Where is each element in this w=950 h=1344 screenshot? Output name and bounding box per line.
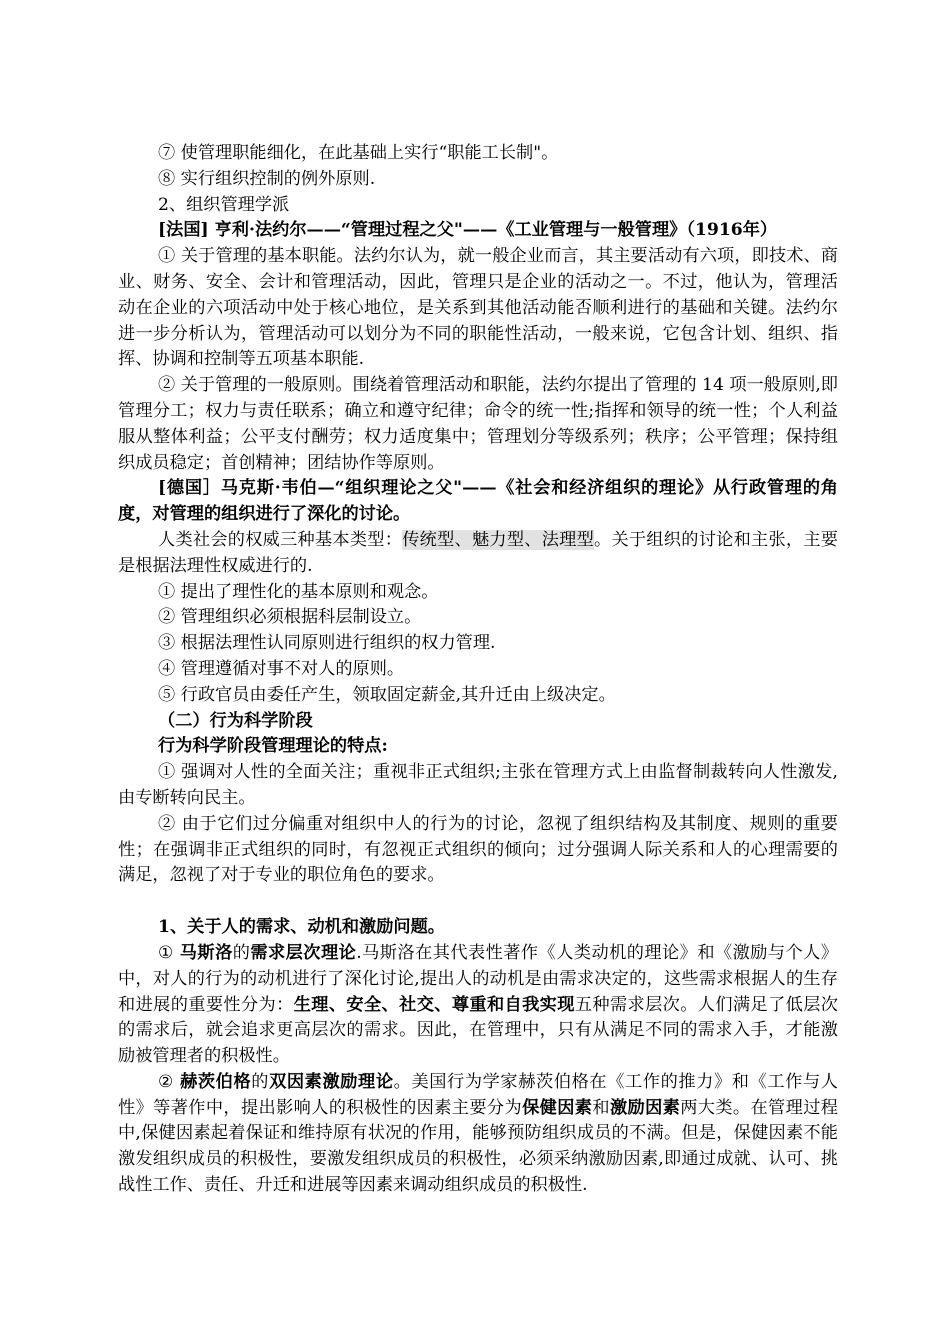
bold-term: 马斯洛 (179, 942, 233, 963)
text-run: 的 (251, 1071, 270, 1092)
bold-term: 激励因素 (609, 1097, 681, 1118)
text-run: 和 (592, 1097, 610, 1118)
fayol-heading: [法国] 亨利·法约尔——“管理过程之父"——《工业管理与一般管理》（1916年） (158, 220, 778, 241)
paragraph (118, 941, 838, 1070)
paragraph: ② 关于管理的一般原则。围绕着管理活动和职能，法约尔提出了管理的 14 项一般原则,即管理分工；权力与责任联系；确立和遵守纪律；命令的统一性;指挥和领导的统一性；个人利益服从整体利益；公平支付酬劳；权力适度集中；管理划分等级系列；秩序；公平管理；保持组织成员稳定；首创精神；团结协作等原则。 (118, 375, 838, 473)
list-item: ② 管理组织必须根据科层制设立。 (158, 607, 422, 628)
bold-term: 保健因素 (522, 1097, 593, 1118)
subheading: 行为科学阶段管理理论的特点: (158, 736, 388, 757)
section-heading: （二）行为科学阶段 (158, 710, 313, 731)
paragraph (118, 1070, 838, 1199)
paragraph: ① 关于管理的基本职能。法约尔认为，就一般企业而言，其主要活动有六项，即技术、商业、财务、安全、会计和管理活动，因此，管理只是企业的活动之一。不过，他认为，管理活动在企业的六项活动中处于核心地位，是关系到其他活动能否顺利进行的基础和关键。法约尔进一步分析认为，管理活动可以划分为不同的职能性活动，一般来说，它包含计划、组织、指挥、协调和控制等五项基本职能. (118, 246, 838, 370)
highlighted-text: 传统型、魅力型、法理型 (402, 529, 595, 550)
list-item: ① 提出了理性化的基本原则和观念。 (158, 581, 439, 602)
text-run: ① (158, 942, 180, 963)
text-run: 的 (232, 942, 251, 963)
text-run: 人类社会的权威三种基本类型： (158, 529, 403, 550)
paragraph: ① 强调对人性的全面关注；重视非正式组织;主张在管理方式上由监督制裁转向人性激发,由专断转向民主。 (118, 762, 838, 808)
list-item: ③ 根据法理性认同原则进行组织的权力管理. (158, 633, 496, 654)
paragraph (118, 528, 838, 580)
weber-heading: [德国］马克斯·韦伯—“组织理论之父"——《社会和经济组织的理论》从行政管理的角度，对管理的组织进行了深化的讨论。 (118, 478, 838, 525)
paragraph: ⑧ 实行组织控制的例外原则. (158, 168, 376, 189)
section-heading: 1、关于人的需求、动机和激励问题。 (158, 917, 445, 938)
bold-term: 生理、安全、社交、尊重和自我实现 (293, 994, 575, 1015)
list-item: ④ 管理遵循对事不对人的原则。 (158, 658, 405, 679)
paragraph: ② 由于它们过分偏重对组织中人的行为的讨论，忽视了组织结构及其制度、规则的重要性；在强调非正式组织的同时，有忽视正式组织的倾向；过分强调人际关系和人的心理需要的满足，忽视了对于专业的职位角色的要求。 (118, 813, 838, 886)
bold-term: 需求层次理论 (250, 942, 357, 963)
bold-term: 赫茨伯格 (180, 1071, 252, 1092)
text-run: .马斯洛在其代表性著作《人类动机的理论》和《激励与个人》中，对人的行为的动机进行了深化讨论,提出人的动机是由需求决定的，这些需求根据人的生存和进展的重要性分为： (118, 942, 838, 1015)
text-run: 。美国行为学家赫茨伯格在《工作的推力》和《工作与人性》等著作中，提出影响人的积极性的因素主要分为 (118, 1071, 838, 1118)
spacer (118, 889, 838, 915)
text-run: 五种需求层次。人们满足了低层次的需求后，就会追求更高层次的需求。因此，在管理中，只有从满足不同的需求入手，才能激励被管理者的积极性。 (118, 994, 838, 1067)
text-run: ② (158, 1071, 181, 1092)
text-run: 。关于组织的讨论和主张，主要是根据法理性权威进行的. (118, 529, 838, 576)
list-item: ⑤ 行政官员由委任产生，领取固定薪金,其升迁由上级决定。 (158, 684, 616, 705)
bold-term: 双因素激励理论 (269, 1071, 394, 1092)
document-page (118, 141, 838, 1199)
paragraph: ⑦ 使管理职能细化，在此基础上实行“职能工长制"。 (158, 143, 559, 163)
text-run: 两大类。在管理过程中,保健因素起着保证和维持原有状况的作用，能够预防组织成员的不满。但是，保健因素不能激发组织成员的积极性，要激发组织成员的积极性，必须采纳激励因素,即通过成就、认可、挑战性工作、责任、升迁和进展等因素来调动组织成员的积极性. (118, 1097, 838, 1196)
section-heading: 2、组织管理学派 (158, 194, 290, 215)
